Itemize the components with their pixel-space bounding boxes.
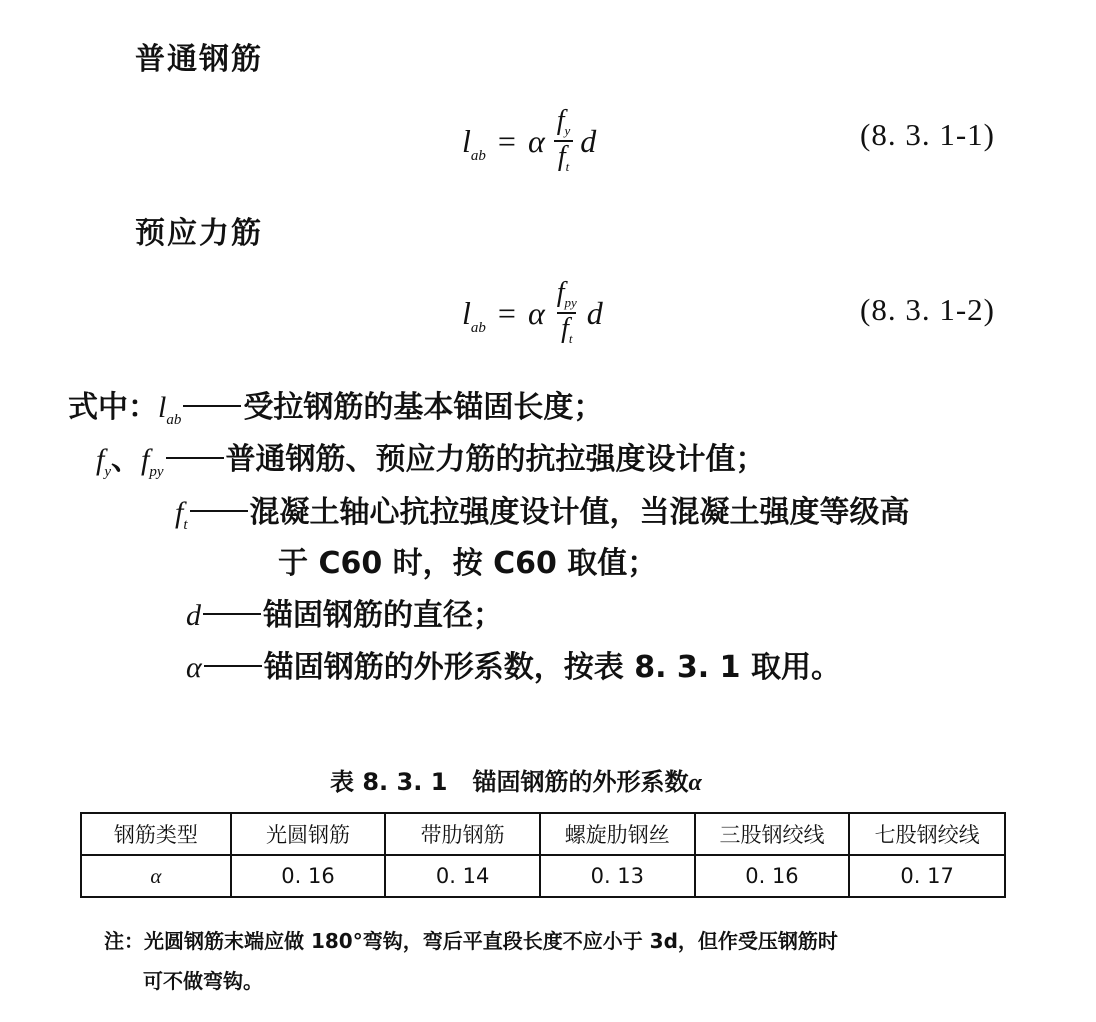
definition-text: 混凝土轴心抗拉强度设计值，当混凝土强度等级高	[249, 495, 910, 530]
definition-l-ab	[68, 382, 603, 426]
lhs-symbol: l	[462, 122, 471, 159]
symbol-alpha: α	[186, 651, 202, 684]
symbol-f-t	[175, 496, 188, 533]
em-dash	[183, 405, 241, 407]
num-subscript: y	[564, 123, 571, 138]
table-header-row	[81, 813, 1005, 855]
equals-sign: =	[497, 122, 516, 159]
table-header-cell: 七股钢绞线	[849, 813, 1005, 855]
equals-sign: =	[497, 294, 516, 331]
definition-text: 锚固钢筋的外形系数，按表 8. 3. 1 取用。	[263, 650, 841, 685]
den-subscript: t	[568, 331, 573, 346]
table-cell: 0. 16	[695, 855, 850, 897]
definition-d	[186, 590, 503, 634]
table-cell: 0. 17	[849, 855, 1005, 897]
alpha-symbol: α	[527, 122, 545, 159]
symbol-main: f	[141, 443, 150, 476]
table-cell: 0. 13	[540, 855, 695, 897]
num-symbol: f	[556, 105, 565, 136]
table-header-cell: 钢筋类型	[81, 813, 231, 855]
definition-f-y-f-py	[96, 434, 766, 478]
table-title-symbol: α	[688, 770, 702, 796]
num-symbol: f	[556, 277, 565, 308]
definition-text: 受拉钢筋的基本锚固长度；	[243, 390, 604, 425]
fraction-denominator	[554, 140, 573, 176]
equation-number-1: (8. 3. 1-1)	[860, 117, 995, 152]
table-cell: 0. 16	[231, 855, 386, 897]
table-title: 锚固钢筋的外形系数	[472, 768, 689, 796]
symbol-main: f	[175, 496, 184, 529]
fraction	[553, 106, 575, 176]
formula-8-3-1-1	[462, 106, 596, 176]
definition-text: 锚固钢筋的直径；	[263, 598, 503, 633]
definition-alpha	[186, 642, 841, 686]
diameter-symbol: d	[586, 294, 603, 331]
enumeration-comma: 、	[111, 442, 142, 477]
table-header-cell: 螺旋肋钢丝	[540, 813, 695, 855]
section-heading-ordinary-rebar: 普通钢筋	[135, 42, 263, 77]
table-header-cell: 三股钢绞线	[695, 813, 850, 855]
anchorage-coefficient-table	[80, 812, 1006, 898]
symbol-f-y	[96, 443, 112, 480]
formula-lhs	[462, 294, 486, 336]
symbol-d: d	[186, 599, 201, 632]
definition-f-t	[175, 487, 910, 531]
symbol-main: f	[96, 443, 105, 476]
fraction-denominator	[557, 312, 576, 348]
em-dash	[166, 457, 224, 459]
fraction-numerator	[553, 106, 575, 140]
diameter-symbol: d	[580, 122, 597, 159]
em-dash	[190, 510, 248, 512]
symbol-l-ab	[158, 391, 182, 428]
em-dash	[204, 665, 262, 667]
table-header-cell: 光圆钢筋	[231, 813, 386, 855]
symbol-subscript: t	[183, 517, 188, 533]
lhs-subscript: ab	[470, 147, 486, 164]
table-note-line1: 注：光圆钢筋末端应做 180°弯钩，弯后平直段长度不应小于 3d，但作受压钢筋时	[104, 929, 838, 953]
section-heading-prestressed-tendon: 预应力筋	[135, 216, 263, 251]
alpha-symbol: α	[527, 294, 545, 331]
em-dash	[203, 613, 261, 615]
symbol-main: l	[158, 391, 167, 424]
fraction	[553, 278, 581, 348]
table-header-cell: 带肋钢筋	[385, 813, 540, 855]
table-row	[81, 855, 1005, 897]
table-caption	[330, 762, 702, 797]
table-cell: 0. 14	[385, 855, 540, 897]
symbol-subscript: py	[149, 464, 164, 480]
formula-lhs	[462, 122, 486, 164]
den-symbol: f	[561, 313, 569, 344]
equation-number-2: (8. 3. 1-2)	[860, 292, 995, 327]
table-note-line2: 可不做弯钩。	[143, 969, 263, 993]
symbol-subscript: y	[104, 464, 112, 480]
definition-text: 普通钢筋、预应力筋的抗拉强度设计值；	[225, 442, 766, 477]
num-subscript: py	[564, 295, 577, 310]
table-cell-alpha: α	[81, 855, 231, 897]
lhs-symbol: l	[462, 294, 471, 331]
den-symbol: f	[557, 141, 566, 172]
lhs-subscript: ab	[470, 319, 486, 336]
symbol-subscript: ab	[166, 412, 182, 428]
table-number: 表 8. 3. 1	[330, 768, 448, 796]
definitions-intro: 式中：	[68, 390, 158, 425]
symbol-f-py	[141, 443, 164, 480]
definition-f-t-continuation: 于 C60 时，按 C60 取值；	[278, 546, 658, 581]
den-subscript: t	[565, 159, 570, 174]
fraction-numerator	[553, 278, 581, 312]
formula-8-3-1-2	[462, 278, 603, 348]
